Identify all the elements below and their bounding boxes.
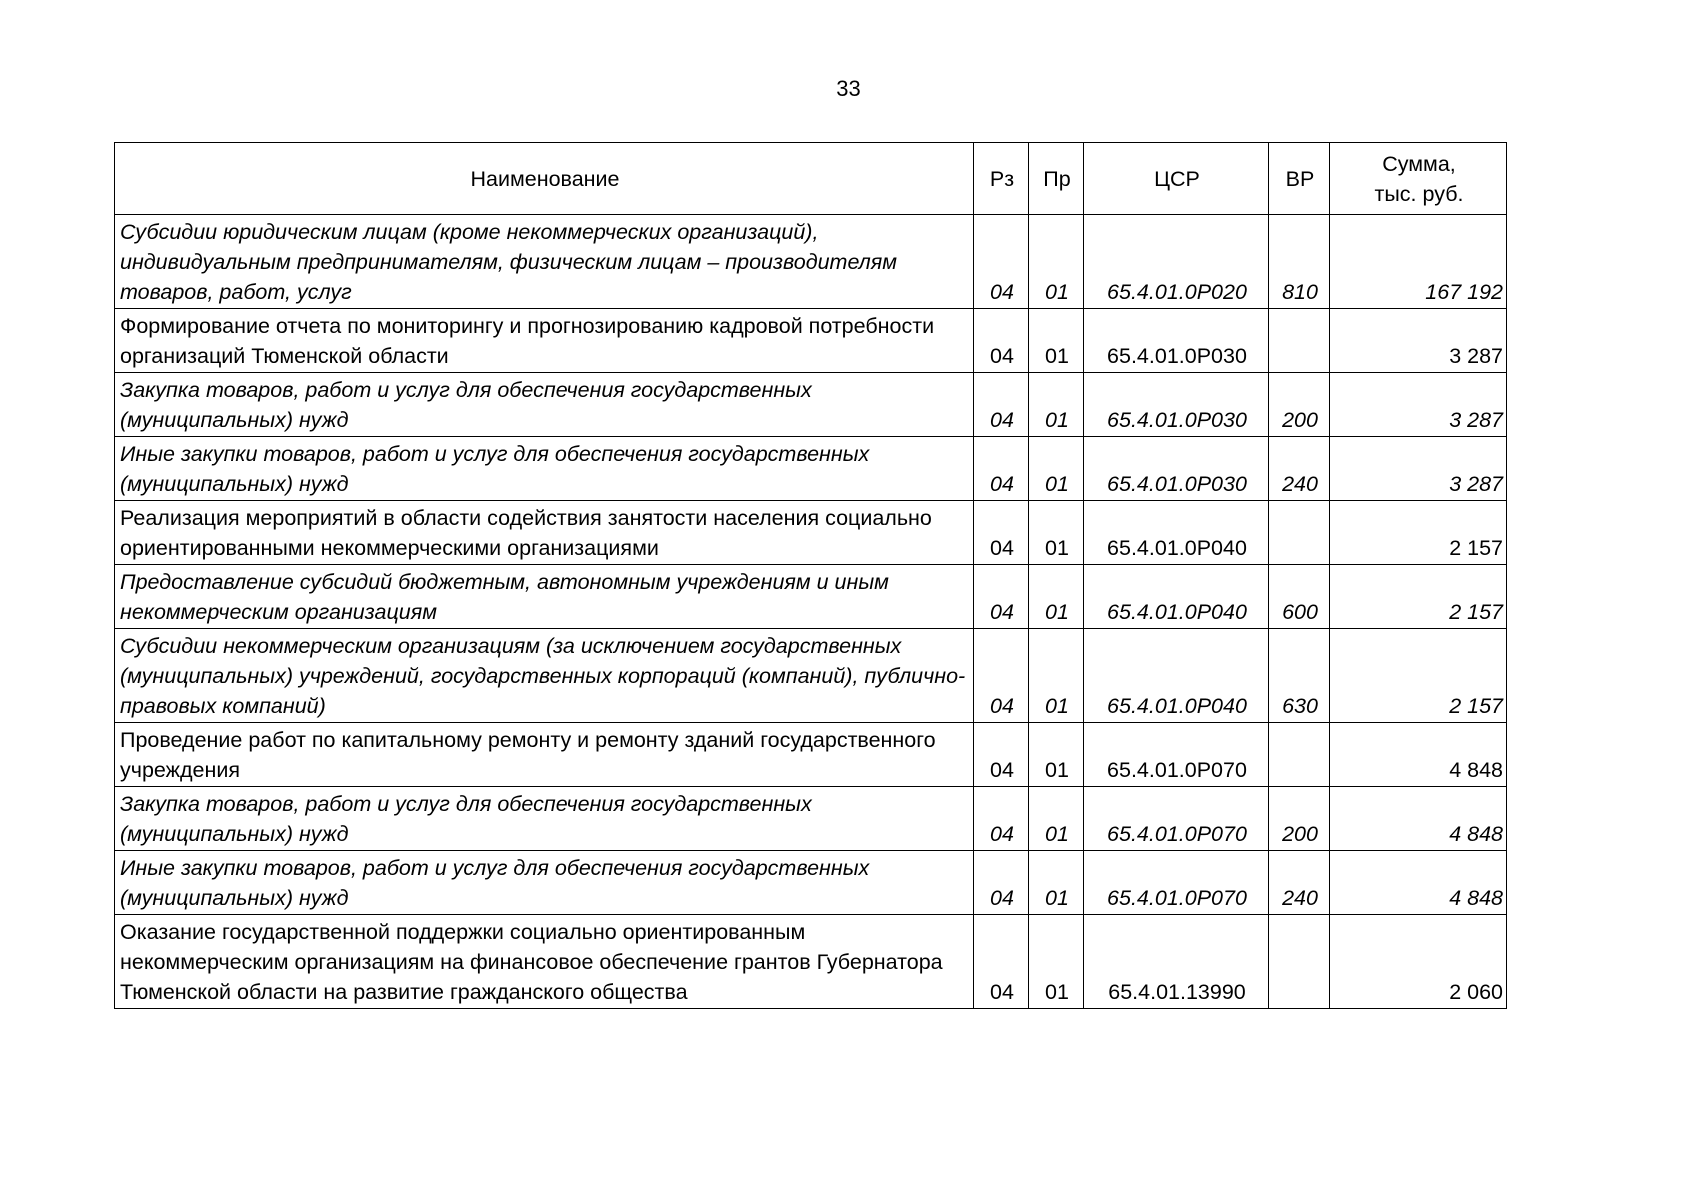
page-number: 33 [836,76,861,101]
cell-pr: 01 [1029,309,1084,373]
cell-pr: 01 [1029,723,1084,787]
table-row [115,373,1507,437]
cell-rz: 04 [974,565,1029,629]
cell-pr: 01 [1029,851,1084,915]
cell-vr [1269,723,1330,787]
cell-sum: 2 157 [1330,501,1507,565]
table-row [115,629,1507,723]
header-csr: ЦСР [1084,143,1269,215]
table-row [115,565,1507,629]
header-pr: Пр [1029,143,1084,215]
cell-name: Оказание государственной поддержки социально ориентированным некоммерческим организациям на финансовое обеспечение грантов Губернатора Тюменской области на развитие гражданского общества [115,915,974,1009]
table-row [115,851,1507,915]
cell-name: Субсидии некоммерческим организациям (за исключением государственных (муниципальных) учреждений, государственных корпораций (компаний), публично-правовых компаний) [115,629,974,723]
cell-sum: 2 157 [1330,565,1507,629]
cell-name: Проведение работ по капитальному ремонту и ремонту зданий государственного учреждения [115,723,974,787]
cell-vr: 630 [1269,629,1330,723]
cell-rz: 04 [974,723,1029,787]
cell-rz: 04 [974,501,1029,565]
cell-vr [1269,501,1330,565]
cell-rz: 04 [974,915,1029,1009]
cell-name: Предоставление субсидий бюджетным, автономным учреждениям и иным некоммерческим организациям [115,565,974,629]
cell-csr: 65.4.01.0Р020 [1084,215,1269,309]
table-row [115,437,1507,501]
cell-csr: 65.4.01.13990 [1084,915,1269,1009]
cell-vr: 200 [1269,373,1330,437]
cell-name: Иные закупки товаров, работ и услуг для обеспечения государственных (муниципальных) нужд [115,851,974,915]
cell-vr [1269,915,1330,1009]
cell-name: Иные закупки товаров, работ и услуг для обеспечения государственных (муниципальных) нужд [115,437,974,501]
cell-csr: 65.4.01.0Р030 [1084,437,1269,501]
cell-name: Реализация мероприятий в области содействия занятости населения социально ориентированными некоммерческими организациями [115,501,974,565]
cell-name: Формирование отчета по мониторингу и прогнозированию кадровой потребности организаций Тюменской области [115,309,974,373]
cell-vr [1269,309,1330,373]
cell-vr: 240 [1269,437,1330,501]
cell-pr: 01 [1029,373,1084,437]
cell-rz: 04 [974,437,1029,501]
cell-csr: 65.4.01.0Р070 [1084,723,1269,787]
cell-sum: 3 287 [1330,309,1507,373]
cell-csr: 65.4.01.0Р040 [1084,629,1269,723]
cell-pr: 01 [1029,565,1084,629]
cell-name: Закупка товаров, работ и услуг для обеспечения государственных (муниципальных) нужд [115,373,974,437]
cell-sum: 2 157 [1330,629,1507,723]
cell-pr: 01 [1029,501,1084,565]
cell-pr: 01 [1029,215,1084,309]
cell-rz: 04 [974,629,1029,723]
cell-sum: 3 287 [1330,373,1507,437]
header-name: Наименование [115,143,974,215]
cell-csr: 65.4.01.0Р030 [1084,309,1269,373]
cell-vr: 200 [1269,787,1330,851]
table-row [115,723,1507,787]
header-rz: Рз [974,143,1029,215]
cell-vr: 240 [1269,851,1330,915]
table-row [115,787,1507,851]
cell-pr: 01 [1029,787,1084,851]
cell-pr: 01 [1029,437,1084,501]
cell-name: Закупка товаров, работ и услуг для обеспечения государственных (муниципальных) нужд [115,787,974,851]
cell-sum: 2 060 [1330,915,1507,1009]
table-header-row [115,143,1507,215]
cell-rz: 04 [974,373,1029,437]
table-row [115,309,1507,373]
cell-sum: 167 192 [1330,215,1507,309]
header-vr: ВР [1269,143,1330,215]
cell-pr: 01 [1029,629,1084,723]
table-row [115,501,1507,565]
cell-csr: 65.4.01.0Р070 [1084,787,1269,851]
header-sum [1330,143,1507,215]
cell-vr: 600 [1269,565,1330,629]
table-row [115,215,1507,309]
cell-name: Субсидии юридическим лицам (кроме некоммерческих организаций), индивидуальным предпринимателям, физическим лицам – производителям товаров, работ, услуг [115,215,974,309]
cell-sum: 4 848 [1330,851,1507,915]
cell-csr: 65.4.01.0Р040 [1084,501,1269,565]
cell-rz: 04 [974,851,1029,915]
cell-vr: 810 [1269,215,1330,309]
cell-rz: 04 [974,787,1029,851]
cell-rz: 04 [974,309,1029,373]
cell-sum: 3 287 [1330,437,1507,501]
budget-table [114,142,1507,1009]
cell-sum: 4 848 [1330,787,1507,851]
cell-pr: 01 [1029,915,1084,1009]
header-sum-line2: тыс. руб. [1374,181,1464,206]
cell-csr: 65.4.01.0Р040 [1084,565,1269,629]
cell-csr: 65.4.01.0Р070 [1084,851,1269,915]
header-sum-line1: Сумма, [1382,151,1456,176]
cell-csr: 65.4.01.0Р030 [1084,373,1269,437]
table-row [115,915,1507,1009]
cell-rz: 04 [974,215,1029,309]
cell-sum: 4 848 [1330,723,1507,787]
